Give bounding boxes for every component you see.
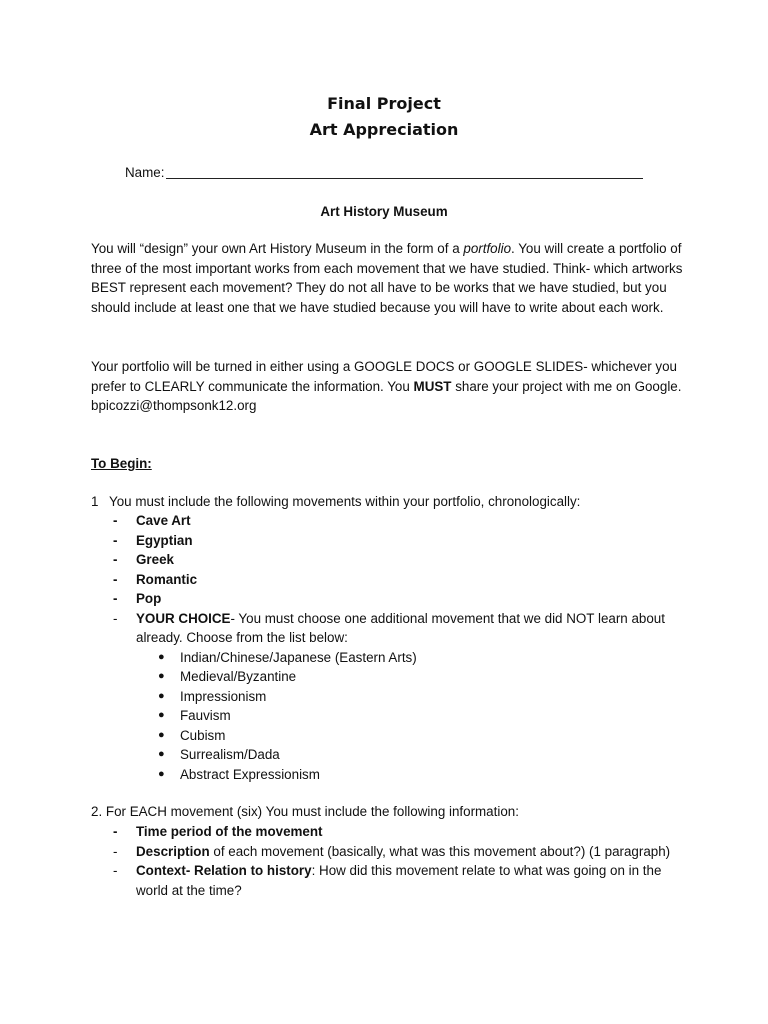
bullet-icon: ● bbox=[158, 767, 165, 780]
choice-list bbox=[136, 648, 693, 785]
movement-name: Pop bbox=[136, 591, 162, 606]
choice-item bbox=[136, 687, 693, 707]
list-item-your-choice bbox=[113, 609, 693, 785]
choice-item bbox=[136, 706, 693, 726]
your-choice-text: - You must choose one additional movement that we did NOT learn about already. Choose from the list below: bbox=[136, 610, 665, 645]
submission-text-b: share your project with me on Google. bpicozzi@thompsonk12.org bbox=[91, 378, 682, 413]
to-begin-heading: To Begin: bbox=[91, 456, 152, 471]
submission-emphasis: MUST bbox=[413, 378, 452, 394]
name-field-line bbox=[166, 178, 643, 179]
dash-marker: - bbox=[113, 552, 118, 567]
intro-text-b: . You will create a portfolio of three of the most important works from each movement that we have studied. Think- which artworks BEST represent each movement? They do not all have to be works that we have studied, but you should include at least one that we have studied because you will have to write about each work. bbox=[91, 241, 683, 315]
bullet-icon: ● bbox=[158, 728, 165, 741]
document-title: Final Project bbox=[327, 94, 441, 113]
intro-text-a: You will “design” your own Art History Museum in the form of a bbox=[91, 241, 464, 256]
step-1-heading bbox=[91, 492, 691, 512]
bullet-icon: ● bbox=[158, 650, 165, 663]
movement-name: Greek bbox=[136, 552, 174, 567]
intro-paragraph bbox=[91, 239, 691, 317]
requirement-context-label: Context- Relation to history bbox=[136, 863, 312, 878]
choice-text: Abstract Expressionism bbox=[180, 766, 320, 782]
choice-text: Medieval/Byzantine bbox=[180, 669, 297, 684]
bullet-icon: ● bbox=[158, 689, 165, 702]
intro-emphasis: portfolio bbox=[463, 241, 512, 256]
dash-marker: - bbox=[113, 843, 118, 859]
list-item bbox=[113, 531, 693, 551]
choice-text: Fauvism bbox=[180, 708, 231, 723]
list-item bbox=[113, 589, 693, 609]
list-item bbox=[113, 822, 693, 842]
submission-text-a: Your portfolio will be turned in either using a GOOGLE DOCS or GOOGLE SLIDES- whichever you prefer to CLEARLY communicate the information. You bbox=[91, 359, 677, 394]
document-subtitle: Art Appreciation bbox=[309, 120, 459, 139]
choice-text: Cubism bbox=[180, 727, 226, 743]
your-choice-label: YOUR CHOICE bbox=[136, 610, 231, 626]
bullet-icon: ● bbox=[158, 670, 165, 682]
movements-list bbox=[113, 511, 693, 784]
choice-item bbox=[136, 745, 693, 765]
bullet-icon: ● bbox=[158, 709, 165, 721]
movement-name: Romantic bbox=[136, 571, 198, 587]
list-item bbox=[113, 861, 693, 900]
list-item bbox=[113, 842, 693, 862]
dash-marker: - bbox=[113, 571, 118, 587]
step-2-heading: 2. For EACH movement (six) You must include the following information: bbox=[91, 804, 519, 819]
dash-marker: - bbox=[113, 824, 118, 839]
requirement-description-label: Description bbox=[136, 843, 210, 859]
requirement-description-text: of each movement (basically, what was this movement about?) (1 paragraph) bbox=[209, 843, 671, 859]
section-title: Art History Museum bbox=[320, 204, 448, 219]
choice-text: Surrealism/Dada bbox=[180, 747, 280, 762]
requirement-time-period: Time period of the movement bbox=[136, 824, 323, 839]
requirements-list bbox=[113, 822, 693, 900]
requirement-context-text: : How did this movement relate to what was going on in the world at the time? bbox=[136, 863, 662, 898]
name-label: Name: bbox=[125, 165, 165, 180]
dash-marker: - bbox=[113, 513, 118, 528]
dash-marker: - bbox=[113, 591, 118, 606]
choice-item bbox=[136, 765, 693, 785]
bullet-icon: ● bbox=[158, 748, 165, 760]
step-1-text: You must include the following movements within your portfolio, chronologically: bbox=[109, 494, 581, 509]
choice-text: Indian/Chinese/Japanese (Eastern Arts) bbox=[180, 649, 417, 665]
choice-text: Impressionism bbox=[180, 688, 267, 704]
step-1-number: 1 bbox=[91, 494, 99, 509]
dash-marker: - bbox=[113, 610, 118, 626]
choice-item bbox=[136, 726, 693, 746]
choice-item bbox=[136, 648, 693, 668]
list-item bbox=[113, 570, 693, 590]
movement-name: Egyptian bbox=[136, 532, 193, 548]
dash-marker: - bbox=[113, 863, 118, 878]
list-item bbox=[113, 550, 693, 570]
dash-marker: - bbox=[113, 532, 118, 548]
movement-name: Cave Art bbox=[136, 513, 191, 528]
choice-item bbox=[136, 667, 693, 687]
list-item bbox=[113, 511, 693, 531]
submission-paragraph bbox=[91, 357, 691, 416]
